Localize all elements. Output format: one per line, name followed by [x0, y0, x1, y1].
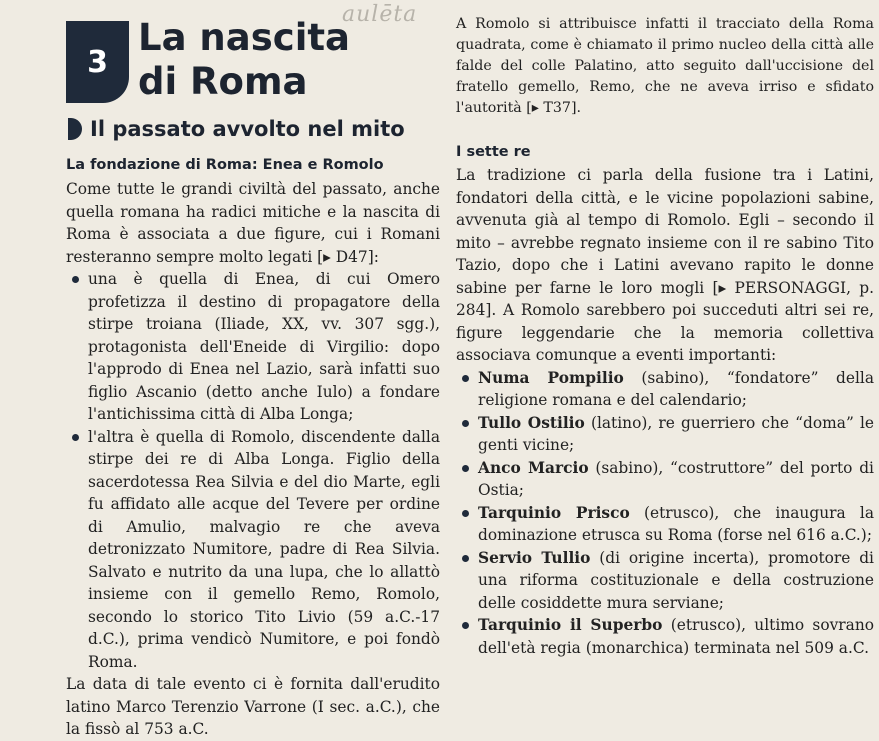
- king-desc: (sabino), “costruttore” del porto di Ostia;: [478, 458, 874, 499]
- king-item: [456, 547, 874, 615]
- intro-text: A Romolo si attribuisce infatti il tracciato della Roma quadrata, come è chiamato il primo nucleo della città alle falde del colle Palatino, atto seguito dall'uccisione del fratello gemello, Remo, che ne aveva irriso e sfidato l'autorità [▸ T37].: [456, 16, 874, 116]
- right-paragraph-1: La tradizione ci parla della fusione tra i Latini, fondatori della città, e le vicine popolazioni sabine, avvenuta già al tempo di Romolo. Egli – secondo il mito – avrebbe regnato insieme con il re sabino Tito Tazio, dopo che i Latini avevano rapito le donne sabine per farne le loro mogli [▸ PERSONAGGI, p. 284]. A Romolo sarebbero poi succeduti altri sei re, figure leggendarie che la memoria collettiva associava comunque a eventi importanti:: [456, 166, 874, 364]
- king-desc: (latino), re guerriero che “doma” le genti vicine;: [478, 413, 874, 454]
- intro-paragraph: [456, 14, 874, 119]
- section-marker-icon: [68, 118, 82, 140]
- king-item: [456, 367, 874, 412]
- king-item: [456, 614, 874, 659]
- left-paragraph-2: La data di tale evento ci è fornita dall'erudito latino Marco Terenzio Varrone (I sec. a.C.), che la fissò al 753 a.C.: [66, 675, 440, 738]
- king-name: Tarquinio Prisco: [478, 503, 630, 522]
- section-heading: [68, 117, 405, 141]
- king-name: Tullo Ostilio: [478, 413, 585, 432]
- left-column: [66, 178, 440, 741]
- king-name: Tarquinio il Superbo: [478, 616, 663, 634]
- chapter-title-line2: di Roma: [138, 60, 308, 103]
- king-name: Numa Pompilio: [478, 368, 624, 387]
- king-name: Servio Tullio: [478, 548, 591, 567]
- king-item: [456, 502, 874, 547]
- king-desc: (etrusco), ultimo sovrano dell'età regia (monarchica) terminata nel 509 a.C.: [478, 616, 875, 657]
- king-item: [456, 412, 874, 457]
- king-desc: (di origine incerta), promotore di una riforma costituzionale e della costruzione delle cosiddette mura serviane;: [478, 548, 874, 612]
- king-item: [456, 457, 874, 502]
- right-column: [456, 142, 874, 659]
- king-desc: (etrusco), che inaugura la dominazione etrusca su Roma (forse nel 616 a.C.);: [478, 503, 874, 544]
- chapter-number: 3: [87, 44, 108, 80]
- left-paragraph-1: Come tutte le grandi civiltà del passato, anche quella romana ha radici mitiche e la nascita di Roma è associata a due figure, cui i Romani resteranno sempre molto legati [▸ D47]:: [66, 180, 440, 266]
- king-name: Anco Marcio: [478, 458, 589, 477]
- chapter-number-badge: [66, 21, 129, 103]
- pencil-annotation: aulēta: [342, 2, 418, 27]
- section-subtitle: La fondazione di Roma: Enea e Romolo: [66, 157, 384, 173]
- right-subtitle: I sette re: [456, 144, 531, 160]
- left-bullet-romolo: l'altra è quella di Romolo, discendente dalla stirpe dei re di Alba Longa. Figlio della sacerdotessa Rea Silvia e del dio Marte, egli fu affidato alle acque del Tevere per ordine di Amulio, malvagio re che aveva detronizzato Numitore, padre di Rea Silvia. Salvato e nutrito da una lupa, che lo allattò insieme con il gemello Remo, Romolo, secondo lo storico Tito Livio (59 a.C.-17 d.C.), prima vendicò Numitore, e poi fondò Roma.: [66, 426, 440, 674]
- king-desc: (sabino), “fondatore” della religione romana e del calendario;: [478, 368, 874, 409]
- left-bullet-enea: una è quella di Enea, di cui Omero profetizza il destino di propagatore della stirpe troiana (Iliade, XX, vv. 307 sgg.), protagonista dell'Eneide di Virgilio: dopo l'approdo di Enea nel Lazio, sarà infatti suo figlio Ascanio (detto anche Iulo) a fondare l'antichissima città di Alba Longa;: [66, 268, 440, 426]
- section-title: Il passato avvolto nel mito: [90, 117, 405, 141]
- chapter-title-line1: La nascita: [138, 16, 351, 59]
- chapter-title: [138, 16, 350, 104]
